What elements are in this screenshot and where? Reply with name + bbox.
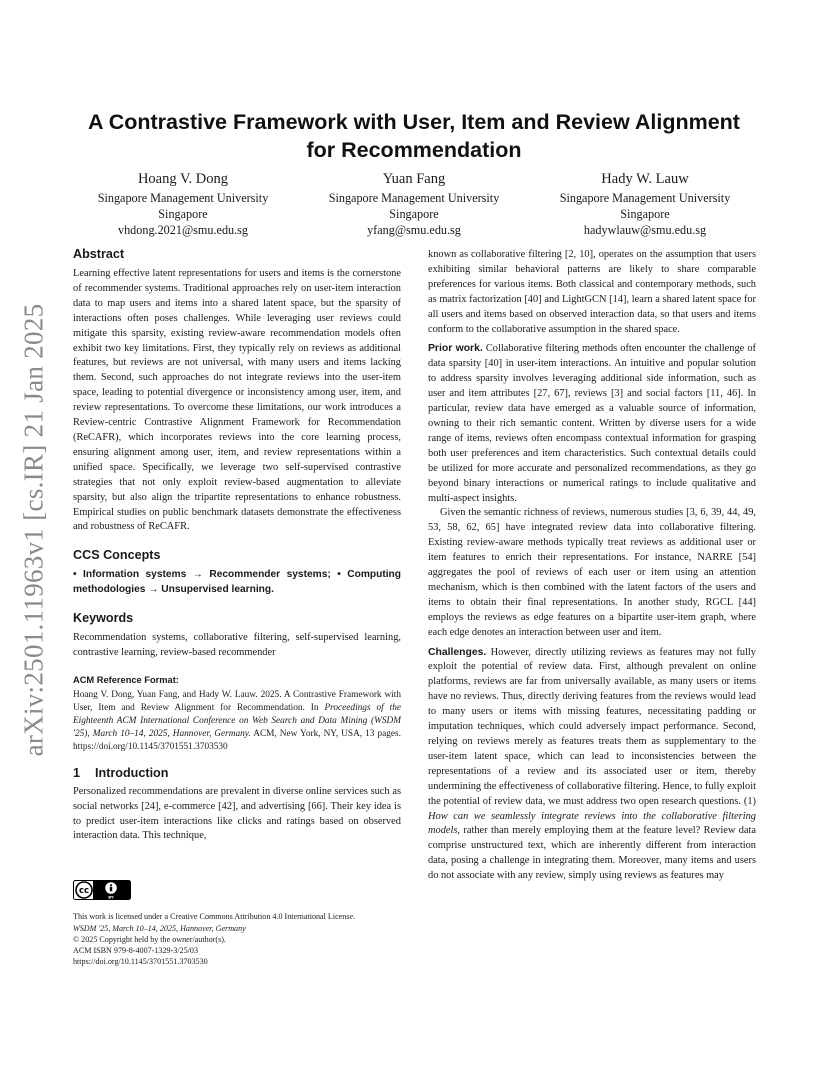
intro-paragraph-1: known as collaborative filtering [2, 10], operates on the assumption that users exhibiting similar behavioral patterns are likely to share comparable preferences for various items. Both classical and contemporary methods, such as matrix factorization [40] and LightGCN [14], learn a shared latent space for all users and items based on observed interaction data, so that users and items conform to the collaborative assumption in the shared space. [428,249,756,335]
arxiv-identifier-stamp [14,300,54,760]
keywords-text: Recommendation systems, collaborative filtering, self-supervised learning, contrastive learning, review-based recommender [73,632,401,659]
author-2 [303,170,525,238]
reference-publisher-doi: ACM, New York, NY, USA, 13 pages. https://doi.org/10.1145/3701551.3703530 [73,728,401,752]
reference-authors-title: Hoang V. Dong, Yuan Fang, and Hady W. Lauw. 2025. A Contrastive Framework with User, Item and Review Alignment for Recommendation. In [73,689,401,713]
challenges-label: Challenges. [428,646,487,658]
title-line-2: for Recommendation [306,138,522,162]
reference-heading: ACM Reference Format: [73,674,179,685]
conference-line: WSDM '25, March 10–14, 2025, Hannover, Germany [73,923,246,933]
abstract-text: Learning effective latent representations for users and items is the cornerstone of recommender systems. Traditional approaches rely on user-item interaction data to map users and items into a shared latent space, but the sparsity of interactions often poses challenges. While leveraging user reviews could mitigate this sparsity, existing review-aware recommendation models often exhibit two key limitations. First, they typically rely on reviews as additional features, but reviews are not universal, with many users and items lacking them. Second, such approaches do not integrate reviews into the user-item space, leading to potential divergence or inconsistency among user, item, and review representations. To overcome these limitations, our work introduces a Review-centric Contrastive Alignment Framework for Recommendation (ReCAFR), which incorporates reviews into the core learning process, ensuring alignment among user, item, and review representations within a unified space. Specifically, we leverage two self-supervised contrastive strategies that not only exploit review-based augmentation to alleviate sparsity, but also align the tripartite representations to enhance robustness. Empirical studies on public benchmark datasets demonstrate the effectiveness and robustness of ReCAFR. [73,268,401,533]
copyright-footer [73,880,403,968]
author-name: Yuan Fang [382,171,446,187]
isbn-line: ACM ISBN 979-8-4007-1329-3/25/03 [73,946,199,956]
introduction-heading [73,766,401,781]
author-block [72,170,756,238]
author-affiliation: Singapore Management University [328,191,500,205]
abstract-heading: Abstract [73,247,125,261]
prior-work-label: Prior work. [428,343,483,355]
svg-text:cc: cc [78,886,90,897]
title-line-1: A Contrastive Framework with User, Item and Review Alignment [88,110,740,134]
author-3 [534,170,756,238]
prior-work-paragraph [428,342,756,506]
acm-reference-format [73,673,401,754]
section-number: 1 [73,765,81,780]
cc-by-license-icon [73,880,131,900]
svg-text:BY: BY [108,894,114,900]
ccs-heading: CCS Concepts [73,548,161,563]
author-country: Singapore [389,207,439,221]
challenges-text: However, directly utilizing reviews as features may not fully exploit the potential of review data. First, although prevalent on online platforms, reviews are far from universally available, as many users or items have no reviews. Thus, directly deriving features from the reviews would lead to many users or items with missing features, necessitating padding or imputation techniques, which could adversely impact performance. Second, relying on reviews merely as features treats them as supplementary to the user-item latent space, which can lead to inconsistencies between the representations of a review and its associated user or item, thereby undermining the effectiveness of collaborative filtering. Hence, to fully exploit the potential of review data, we must address two open research questions. (1) [428,646,756,807]
author-country: Singapore [158,207,208,221]
challenges-question: How can we seamlessly integrate reviews into the collaborative filtering models, [428,810,756,837]
keywords-heading: Keywords [73,611,134,626]
author-email: yfang@smu.edu.sg [367,223,461,237]
author-name: Hoang V. Dong [137,171,229,187]
prior-work-text: Collaborative filtering methods often encounter the challenge of data sparsity [40] in user-item interactions. An intuitive and popular solution to address sparsity involves leveraging additional side information, such as user and item attributes [27, 67], reviews [3] and social factors [11, 46]. In particular, review data have emerged as a valuable source of information, owning to their rich semantic content. Written by diverse users for a wide range of items, reviews often encompass contextual information for grasping both user preferences and item characteristics. Such contextual details could be utilized for more accurate and personalized recommendations, as they go beyond binary interactions or numerical ratings to include qualitative and multi-aspect insights. [428,343,756,504]
license-statement: This work is licensed under a Creative Commons Attribution 4.0 International License. [73,912,356,922]
author-affiliation: Singapore Management University [97,191,269,205]
intro-paragraph-3: Given the semantic richness of reviews, numerous studies [3, 6, 39, 44, 49, 53, 58, 62, 65] have integrated review data into collaborative filtering. Existing review-aware methods typically treat reviews as additional user or item features to enrich their representations. For instance, NARRE [54] aggregates the pool of reviews of each user or item using an attention mechanism, which is then combined with the latent factors of the users and items to obtain their final representations. In another study, RGCL [44] employs the reviews as edge features on a bipartite user-item graph, where each edge denotes an interaction between user and item. [428,507,756,638]
arxiv-stamp-text: arXiv:2501.11963v1 [cs.IR] 21 Jan 2025 [18,303,49,757]
author-1 [72,170,294,238]
left-column [73,246,401,844]
author-email: vhdong.2021@smu.edu.sg [117,223,249,237]
challenges-text-continued: rather than merely employing them at the feature level? Review data comprise unstructured text, which are inherently different from interaction data, posing a challenge in integrating them. Moreover, many items and users do not associate with any review, simply using reviews as features may [428,825,756,882]
reference-text [73,689,401,754]
author-name: Hady W. Lauw [601,171,689,187]
section-title: Introduction [95,765,169,780]
ccs-text: • Information systems → Recommender systems; • Computing methodologies → Unsupervised learning. [73,569,401,596]
introduction-text: Personalized recommendations are prevalent in diverse online services such as social networks [24], e-commerce [42], and advertising [66]. Their key idea is to predict user-item interactions like clicks and ratings based on observed interaction data. This technique, [73,785,401,842]
challenges-paragraph [428,646,756,885]
author-country: Singapore [620,207,670,221]
paper-title [60,108,768,164]
copyright-line: © 2025 Copyright held by the owner/author(s). [73,934,226,944]
reference-venue: Proceedings of the Eighteenth ACM International Conference on Web Search and Data Mining (WSDM '25), March 10–14, 2025, Hannover, Germany. [73,702,401,739]
author-affiliation: Singapore Management University [559,191,731,205]
doi-link[interactable]: https://doi.org/10.1145/3701551.3703530 [73,957,208,967]
right-column [428,248,756,884]
author-email: hadywlauw@smu.edu.sg [583,223,707,237]
